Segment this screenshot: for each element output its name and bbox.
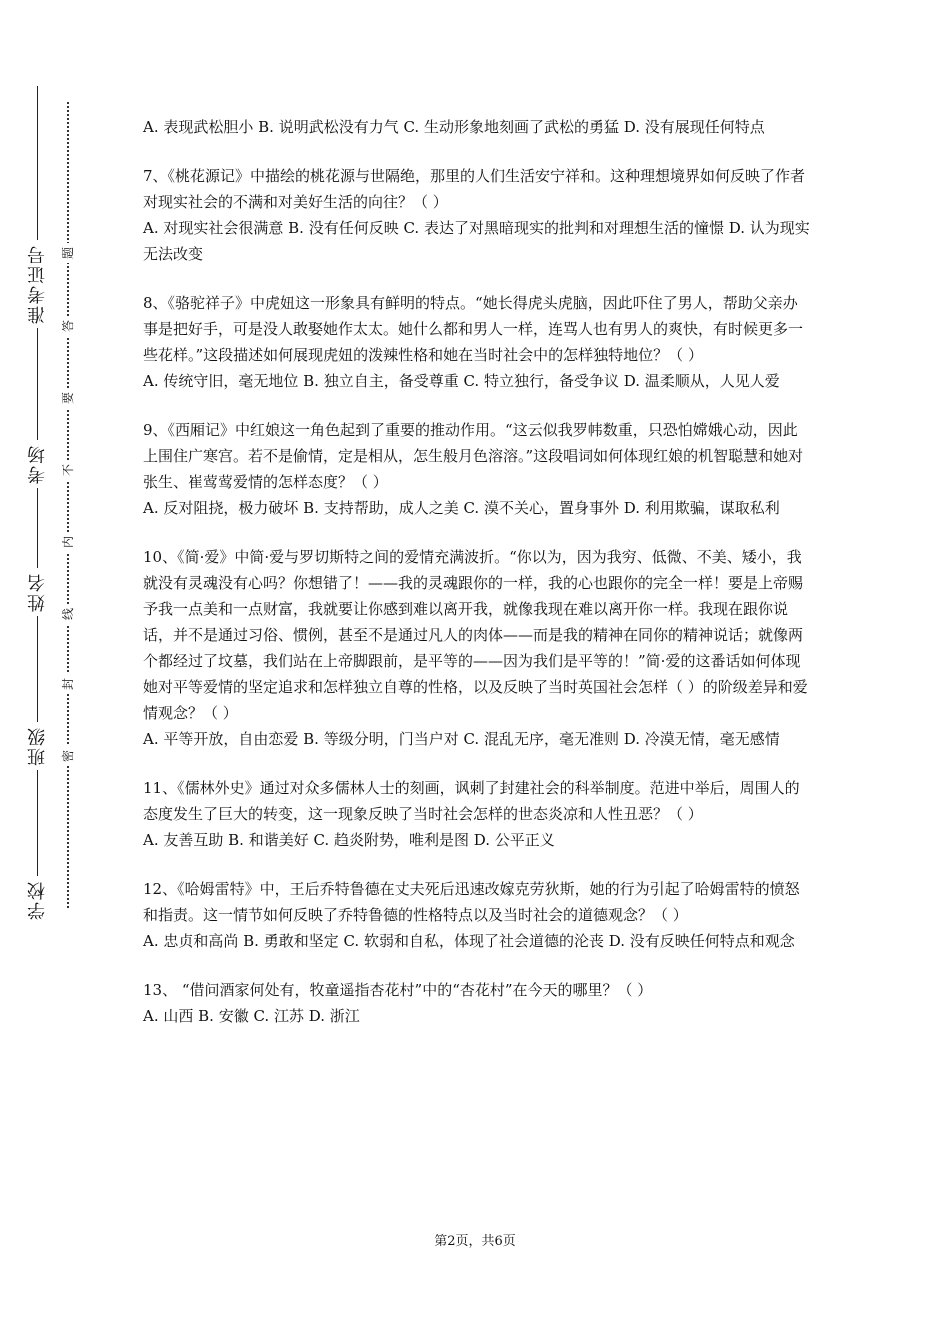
question-12 (143, 876, 811, 954)
seal-char-nei: 内 (60, 532, 76, 552)
question-options: A. 反对阻挠，极力破坏 B. 支持帮助，成人之美 C. 漠不关心，置身事外 D. 利用欺骗，谋取私利 (143, 499, 780, 517)
question-list (143, 114, 811, 1052)
seal-char-xian: 线 (60, 604, 76, 624)
binding-solid-line (37, 86, 38, 924)
seal-char-feng: 封 (60, 674, 76, 694)
question-options: A. 友善互助 B. 和谐美好 C. 趋炎附势，唯利是图 D. 公平正义 (143, 831, 555, 849)
seal-char-da: 答 (60, 316, 76, 336)
question-9 (143, 417, 811, 521)
question-10 (143, 544, 811, 752)
question-text: 7、《桃花源记》中描绘的桃花源与世隔绝，那里的人们生活安宁祥和。这种理想境界如何反映了作者对现实社会的不满和对美好生活的向往？（ ） (143, 167, 806, 211)
field-school: 学校 (16, 876, 60, 924)
seal-char-bu: 不 (60, 460, 76, 480)
seal-dotted-line (67, 102, 69, 908)
question-text: 9、《西厢记》中红娘这一角色起到了重要的推动作用。“这云似我罗帏数重，只恐怕嫦娥心动，因此上围住广寒宫。若不是偷情，定是相从，怎生般月色溶溶。”这段唱词如何体现红娘的机智聪慧和她对张生、崔莺莺爱情的怎样态度？（ ） (143, 421, 804, 491)
question-options: A. 忠贞和高尚 B. 勇敢和坚定 C. 软弱和自私，体现了社会道德的沦丧 D. 没有反映任何特点和观念 (143, 932, 795, 950)
question-8 (143, 290, 811, 394)
field-exam-room: 考场 (16, 440, 60, 488)
question-options: A. 传统守旧，毫无地位 B. 独立自主，备受尊重 C. 特立独行，备受争议 D. 温柔顺从，人见人爱 (143, 372, 780, 390)
field-name: 姓名 (16, 568, 60, 616)
question-options: A. 山西 B. 安徽 C. 江苏 D. 浙江 (143, 1007, 360, 1025)
question-options: A. 表现武松胆小 B. 说明武松没有力气 C. 生动形象地刻画了武松的勇猛 D. 没有展现任何特点 (143, 118, 765, 136)
question-text: 11、《儒林外史》通过对众多儒林人士的刻画，讽刺了封建社会的科举制度。范进中举后，周围人的态度发生了巨大的转变，这一现象反映了当时社会怎样的世态炎凉和人性丑恶？（ ） (143, 779, 800, 823)
question-11 (143, 775, 811, 853)
question-options: A. 平等开放，自由恋爱 B. 等级分明，门当户对 C. 混乱无序，毫无准则 D. 冷漠无情，毫无感情 (143, 730, 780, 748)
field-class: 班级 (16, 722, 60, 770)
seal-char-ti: 题 (60, 243, 76, 263)
question-text: 13、 “借问酒家何处有，牧童遥指杏花村”中的“杏花村”在今天的哪里？（ ） (143, 981, 653, 999)
question-text: 10、《简·爱》中简·爱与罗切斯特之间的爱情充满波折。“你以为，因为我穷、低微、不美、矮小，我就没有灵魂没有心吗？你想错了！——我的灵魂跟你的一样，我的心也跟你的完全一样！要是上帝赐予我一点美和一点财富，我就要让你感到难以离开我，就像我现在难以离开你一样。我现在跟你说话，并不是通过习俗、惯例，甚至不是通过凡人的肉体——而是我的精神在同你的精神说话；就像两个都经过了坟墓，我们站在上帝脚跟前，是平等的——因为我们是平等的！”简·爱的这番话如何体现她对平等爱情的坚定追求和怎样独立自尊的性格，以及反映了当时英国社会怎样（ ）的阶级差异和爱情观念？（ ） (143, 548, 808, 722)
question-13 (143, 977, 811, 1029)
question-6-options-block (143, 114, 811, 140)
binding-margin (0, 0, 90, 1344)
seal-char-yao: 要 (60, 388, 76, 408)
question-options: A. 对现实社会很满意 B. 没有任何反映 C. 表达了对黑暗现实的批判和对理想生活的憧憬 D. 认为现实无法改变 (143, 219, 810, 263)
field-admission-number: 准考证号 (16, 240, 60, 328)
page-footer: 第2页，共6页 (434, 1234, 516, 1249)
seal-char-mi: 密 (60, 746, 76, 766)
question-7 (143, 163, 811, 267)
question-text: 8、《骆驼祥子》中虎妞这一形象具有鲜明的特点。“她长得虎头虎脑，因此吓住了男人，帮助父亲办事是把好手，可是没人敢娶她作太太。她什么都和男人一样，连骂人也有男人的爽快，有时候更多一些花样。”这段描述如何展现虎妞的泼辣性格和她在当时社会中的怎样独特地位？（ ） (143, 294, 804, 364)
question-text: 12、《哈姆雷特》中，王后乔特鲁德在丈夫死后迅速改嫁克劳狄斯，她的行为引起了哈姆雷特的愤怒和指责。这一情节如何反映了乔特鲁德的性格特点以及当时社会的道德观念？（ ） (143, 880, 800, 924)
